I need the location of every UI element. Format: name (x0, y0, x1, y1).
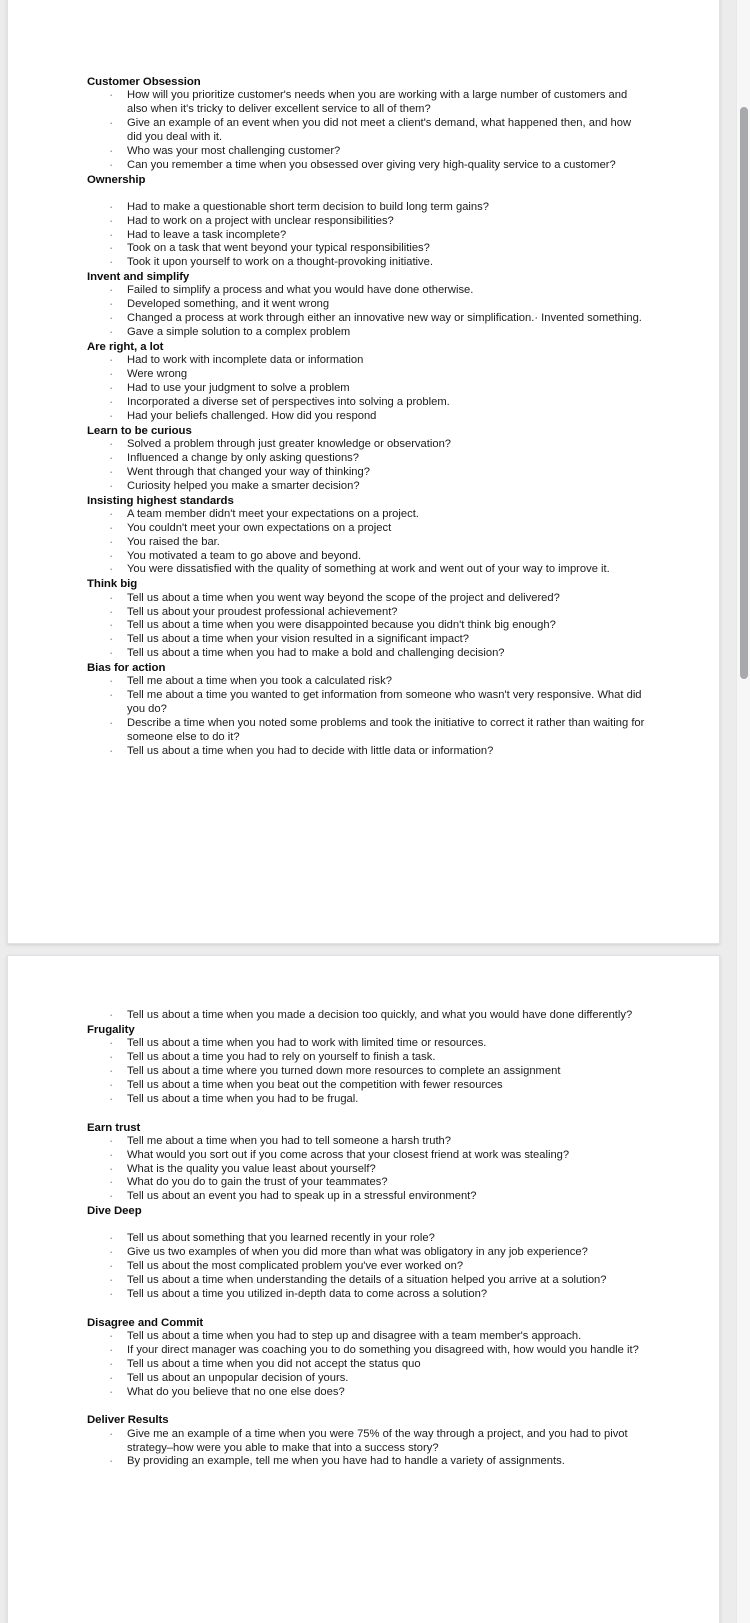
question-item: · Tell us about a time when you were disappointed because you didn't think big enough? (87, 619, 647, 633)
vertical-scrollbar-track[interactable] (736, 0, 750, 1623)
question-item: · Tell us about something that you learned recently in your role? (87, 1232, 647, 1246)
section-heading: Deliver Results (87, 1414, 169, 1427)
section-spacer (87, 1107, 647, 1121)
section-heading: Customer Obsession (87, 76, 201, 88)
question-item: · Tell us about a time when you had to decide with little data or information? (87, 745, 647, 759)
question-list (87, 1037, 647, 1107)
question-list (87, 89, 647, 172)
question-item: · You motivated a team to go above and beyond. (87, 550, 647, 564)
question-item: · Changed a process at work through either an innovative new way or simplification.· Invented something. (87, 312, 647, 326)
question-item: · Can you remember a time when you obsessed over giving very high-quality service to a customer? (87, 159, 647, 173)
question-item: · Who was your most challenging customer? (87, 145, 647, 159)
section-heading: Think big (87, 578, 138, 591)
section-heading: Frugality (87, 1023, 135, 1036)
question-item: · Developed something, and it went wrong (87, 298, 647, 312)
question-item: · Tell us about a time when you had to make a bold and challenging decision? (87, 647, 647, 661)
question-item: · Give us two examples of when you did more than what was obligatory in any job experience? (87, 1246, 647, 1260)
question-item: · Tell us about a time when you had to work with limited time or resources. (87, 1037, 647, 1051)
question-item: · Had to leave a task incomplete? (87, 229, 647, 243)
question-item: · Had to work with incomplete data or information (87, 354, 647, 368)
question-item: · What do you believe that no one else does? (87, 1386, 647, 1400)
question-item: · Tell us about a time when you did not accept the status quo (87, 1358, 647, 1372)
question-item: · Give me an example of a time when you were 75% of the way through a project, and you had to pivot strategy–how were you able to make that into a success story? (87, 1428, 647, 1456)
document-page-1 (7, 0, 720, 944)
question-list (87, 1330, 647, 1400)
section-heading: Bias for action (87, 662, 166, 675)
question-item: · Gave a simple solution to a complex problem (87, 326, 647, 340)
question-list (87, 1428, 647, 1470)
section-heading: Ownership (87, 173, 146, 186)
question-item: · Tell us about a time when you made a decision too quickly, and what you would have done differently? (87, 1009, 647, 1023)
question-item: · Tell us about a time when your vision resulted in a significant impact? (87, 633, 647, 647)
question-list (87, 675, 647, 758)
question-item: · Describe a time when you noted some problems and took the initiative to correct it rather than waiting for someone else to do it? (87, 717, 647, 745)
question-item: · Tell us about your proudest professional achievement? (87, 606, 647, 620)
question-list (87, 1135, 647, 1205)
question-item: · Were wrong (87, 368, 647, 382)
document-page-2 (7, 955, 720, 1623)
question-item: · Tell us about a time you utilized in-depth data to come across a solution? (87, 1288, 647, 1302)
question-item: · Tell us about a time when you beat out the competition with fewer resources (87, 1079, 647, 1093)
question-item: · Took it upon yourself to work on a thought-provoking initiative. (87, 256, 647, 270)
question-item: · Tell me about a time when you had to tell someone a harsh truth? (87, 1135, 647, 1149)
question-item: · Tell me about a time you wanted to get information from someone who wasn't very responsive. What did you do? (87, 689, 647, 717)
question-item: · Curiosity helped you make a smarter decision? (87, 480, 647, 494)
question-item: · Tell us about an unpopular decision of yours. (87, 1372, 647, 1386)
question-item: · You couldn't meet your own expectations on a project (87, 522, 647, 536)
question-item: · Tell us about a time when you had to step up and disagree with a team member's approach. (87, 1330, 647, 1344)
section-heading: Dive Deep (87, 1205, 142, 1218)
viewer-left-gutter (0, 0, 7, 1623)
question-item: · Tell me about a time when you took a calculated risk? (87, 675, 647, 689)
section-heading: Are right, a lot (87, 341, 164, 354)
question-item: · If your direct manager was coaching you to do something you disagreed with, how would you handle it? (87, 1344, 647, 1358)
question-list (87, 1009, 647, 1023)
section-spacer (87, 187, 647, 201)
question-item: · Had to use your judgment to solve a problem (87, 382, 647, 396)
question-item: · Solved a problem through just greater knowledge or observation? (87, 438, 647, 452)
section-heading: Earn trust (87, 1121, 141, 1134)
vertical-scrollbar-thumb[interactable] (740, 107, 748, 679)
question-item: · Tell us about the most complicated problem you've ever worked on? (87, 1260, 647, 1274)
question-list (87, 201, 647, 271)
question-item: · What do you do to gain the trust of your teammates? (87, 1176, 647, 1190)
question-item: · Tell us about a time when you had to be frugal. (87, 1093, 647, 1107)
question-list (87, 592, 647, 662)
question-item: · Went through that changed your way of thinking? (87, 466, 647, 480)
question-item: · What is the quality you value least about yourself? (87, 1163, 647, 1177)
section-heading: Invent and simplify (87, 271, 190, 284)
question-item: · Tell us about a time when you went way beyond the scope of the project and delivered? (87, 592, 647, 606)
question-item: · Influenced a change by only asking questions? (87, 452, 647, 466)
question-item: · Tell us about a time you had to rely on yourself to finish a task. (87, 1051, 647, 1065)
question-item: · What would you sort out if you come across that your closest friend at work was stealing? (87, 1149, 647, 1163)
question-item: · You raised the bar. (87, 536, 647, 550)
question-item: · You were dissatisfied with the quality of something at work and went out of your way to improve it. (87, 563, 647, 577)
question-list (87, 1232, 647, 1302)
question-item: · Give an example of an event when you did not meet a client's demand, what happened then, and how did you deal with it. (87, 117, 647, 145)
section-heading: Insisting highest standards (87, 494, 234, 507)
question-item: · Had to make a questionable short term decision to build long term gains? (87, 201, 647, 215)
question-item: · Tell us about an event you had to speak up in a stressful environment? (87, 1190, 647, 1204)
section-heading: Learn to be curious (87, 424, 192, 437)
question-item: · Took on a task that went beyond your typical responsibilities? (87, 242, 647, 256)
question-list (87, 354, 647, 424)
section-spacer (87, 1302, 647, 1316)
question-item: · Had to work on a project with unclear responsibilities? (87, 215, 647, 229)
page-2-content (87, 1009, 647, 1469)
question-list (87, 508, 647, 578)
question-item: · A team member didn't meet your expectations on a project. (87, 508, 647, 522)
section-spacer (87, 1400, 647, 1414)
question-list (87, 284, 647, 340)
question-item: · Incorporated a diverse set of perspectives into solving a problem. (87, 396, 647, 410)
page-1-content (87, 75, 647, 759)
question-item: · How will you prioritize customer's needs when you are working with a large number of customers and also when it's tricky to deliver excellent service to all of them? (87, 89, 647, 117)
section-heading: Disagree and Commit (87, 1316, 204, 1329)
question-item: · By providing an example, tell me when you have had to handle a variety of assignments. (87, 1455, 647, 1469)
question-item: · Tell us about a time where you turned down more resources to complete an assignment (87, 1065, 647, 1079)
section-spacer (87, 1218, 647, 1232)
question-item: · Failed to simplify a process and what you would have done otherwise. (87, 284, 647, 298)
question-list (87, 438, 647, 494)
question-item: · Had your beliefs challenged. How did you respond (87, 410, 647, 424)
question-item: · Tell us about a time when understanding the details of a situation helped you arrive at a solution? (87, 1274, 647, 1288)
